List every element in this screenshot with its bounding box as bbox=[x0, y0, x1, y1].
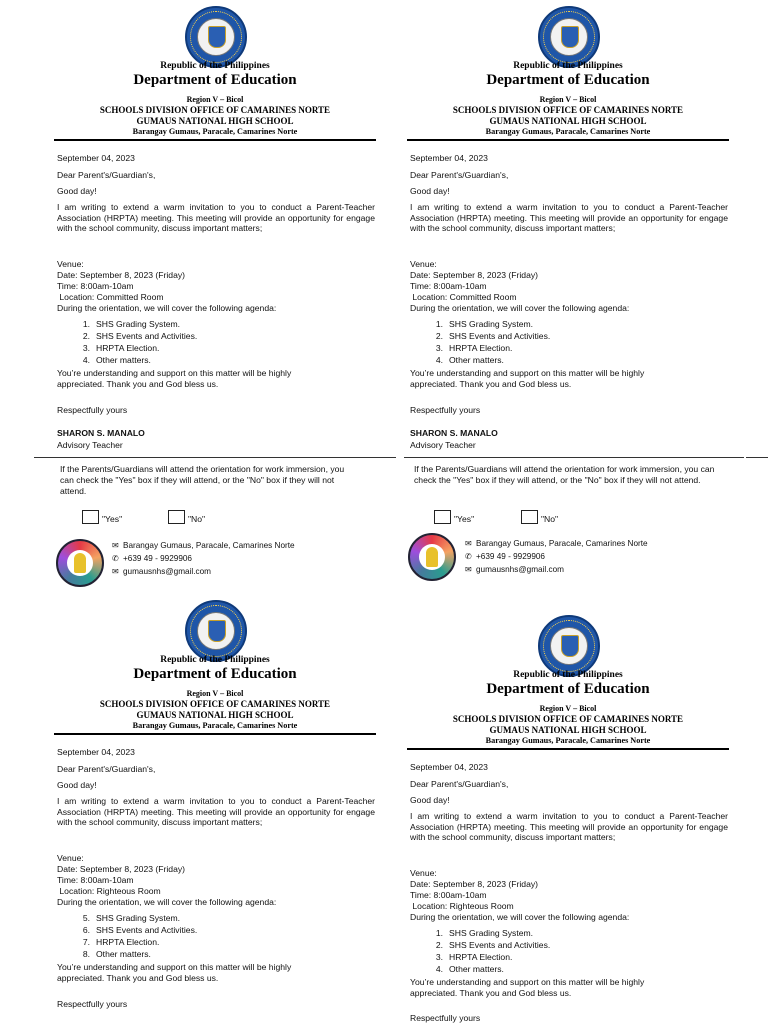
list-item: 4. Other matters. bbox=[435, 964, 504, 974]
republic-line: Republic of the Philippines bbox=[160, 61, 270, 71]
school-logo-icon bbox=[408, 533, 456, 581]
yes-box[interactable] bbox=[434, 510, 451, 524]
header-rule bbox=[54, 733, 376, 735]
reply-instruction: If the Parents/Guardians will attend the orientation for work immersion, you can check the "Yes" box if they will attend, or the "No" box if they will not attend. bbox=[60, 464, 345, 496]
republic-line: Republic of the Philippines bbox=[160, 655, 270, 665]
meeting-time: Time: 8:00am-10am bbox=[57, 875, 134, 885]
division-line: SCHOOLS DIVISION OFFICE OF CAMARINES NORTE bbox=[452, 714, 684, 724]
meeting-time: Time: 8:00am-10am bbox=[57, 281, 134, 291]
republic-line: Republic of the Philippines bbox=[513, 670, 623, 680]
list-item: 6. SHS Events and Activities. bbox=[82, 925, 198, 935]
republic-line: Republic of the Philippines bbox=[513, 61, 623, 71]
deped-seal-icon bbox=[538, 6, 600, 68]
venue-label: Venue: bbox=[410, 868, 437, 878]
signer-name: SHARON S. MANALO bbox=[57, 428, 145, 438]
signer-title: Advisory Teacher bbox=[410, 440, 476, 450]
barangay-line: Barangay Gumaus, Paracale, Camarines Norte bbox=[485, 736, 651, 745]
salutation: Dear Parent's/Guardian's, bbox=[410, 779, 509, 789]
closing-text: You’re understanding and support on this matter will be highly appreciated. Thank you and God bless us. bbox=[410, 368, 645, 389]
agenda-list bbox=[74, 319, 197, 367]
contact-block bbox=[465, 537, 648, 576]
meeting-time: Time: 8:00am-10am bbox=[410, 281, 487, 291]
contact-phone: ✆ +639 49 - 9929906 bbox=[465, 552, 545, 561]
envelope-icon: ✉ bbox=[465, 539, 472, 548]
greeting: Good day! bbox=[410, 795, 450, 805]
region-line: Region V – Bicol bbox=[539, 704, 597, 713]
deped-seal-icon bbox=[185, 6, 247, 68]
salutation: Dear Parent's/Guardian's, bbox=[57, 764, 156, 774]
list-item: 3. HRPTA Election. bbox=[82, 343, 160, 353]
meeting-location: Location: Committed Room bbox=[410, 292, 517, 302]
mail-icon: ✉ bbox=[112, 567, 119, 576]
sign-off: Respectfully yours bbox=[57, 405, 128, 415]
no-label: "No" bbox=[541, 514, 559, 524]
envelope-icon: ✉ bbox=[112, 541, 119, 550]
school-line: GUMAUS NATIONAL HIGH SCHOOL bbox=[136, 116, 294, 126]
list-item: 4. Other matters. bbox=[82, 355, 151, 365]
contact-address: ✉ Barangay Gumaus, Paracale, Camarines Norte bbox=[112, 541, 295, 550]
contact-phone: ✆ +639 49 - 9929906 bbox=[112, 554, 192, 563]
letter-body: I am writing to extend a warm invitation to you to conduct a Parent-Teacher Association (HRPTA) meeting. This meeting will provide an opportunity for engage with the school community, discuss important matters; bbox=[57, 796, 375, 828]
no-label: "No" bbox=[188, 514, 206, 524]
yes-label: "Yes" bbox=[454, 514, 475, 524]
orientation-line: During the orientation, we will cover the following agenda: bbox=[57, 897, 277, 907]
yes-checkbox[interactable] bbox=[434, 510, 474, 524]
division-line: SCHOOLS DIVISION OFFICE OF CAMARINES NORTE bbox=[452, 105, 684, 115]
orientation-line: During the orientation, we will cover the following agenda: bbox=[410, 912, 630, 922]
yes-label: "Yes" bbox=[102, 514, 123, 524]
greeting: Good day! bbox=[410, 186, 450, 196]
barangay-line: Barangay Gumaus, Paracale, Camarines Norte bbox=[485, 127, 651, 136]
division-line: SCHOOLS DIVISION OFFICE OF CAMARINES NORTE bbox=[99, 699, 331, 709]
list-item: 1. SHS Grading System. bbox=[435, 319, 534, 329]
deped-seal-icon bbox=[538, 615, 600, 677]
letter-body: I am writing to extend a warm invitation to you to conduct a Parent-Teacher Association (HRPTA) meeting. This meeting will provide an opportunity for engage with the school community, discuss important matters; bbox=[410, 202, 728, 234]
yes-checkbox[interactable] bbox=[82, 510, 122, 524]
deped-seal-icon bbox=[185, 600, 247, 662]
letter-date: September 04, 2023 bbox=[410, 153, 488, 163]
orientation-line: During the orientation, we will cover the following agenda: bbox=[57, 303, 277, 313]
reply-instruction: If the Parents/Guardians will attend the orientation for work immersion, you can check the "Yes" box if they will attend, or the "No" box if they will not attend. bbox=[414, 464, 715, 485]
sign-off: Respectfully yours bbox=[57, 999, 128, 1009]
no-box[interactable] bbox=[168, 510, 185, 524]
signer-name: SHARON S. MANALO bbox=[410, 428, 498, 438]
header-rule bbox=[407, 139, 729, 141]
list-item: 1. SHS Grading System. bbox=[435, 928, 534, 938]
meeting-date: Date: September 8, 2023 (Friday) bbox=[410, 879, 539, 889]
no-checkbox[interactable] bbox=[168, 510, 205, 524]
agenda-list bbox=[74, 913, 197, 961]
header-rule bbox=[54, 139, 376, 141]
cut-line bbox=[404, 457, 744, 458]
letter-date: September 04, 2023 bbox=[57, 153, 135, 163]
greeting: Good day! bbox=[57, 780, 97, 790]
barangay-line: Barangay Gumaus, Paracale, Camarines Norte bbox=[132, 721, 298, 730]
school-logo-icon bbox=[56, 539, 104, 587]
salutation: Dear Parent's/Guardian's, bbox=[410, 170, 509, 180]
department-title: Department of Education bbox=[133, 72, 297, 88]
department-title: Department of Education bbox=[486, 681, 650, 697]
list-item: 2. SHS Events and Activities. bbox=[435, 331, 551, 341]
greeting: Good day! bbox=[57, 186, 97, 196]
no-checkbox[interactable] bbox=[521, 510, 558, 524]
list-item: 8. Other matters. bbox=[82, 949, 151, 959]
department-title: Department of Education bbox=[486, 72, 650, 88]
venue-label: Venue: bbox=[57, 259, 84, 269]
region-line: Region V – Bicol bbox=[539, 95, 597, 104]
meeting-location: Location: Righteous Room bbox=[57, 886, 161, 896]
sign-off: Respectfully yours bbox=[410, 405, 481, 415]
sign-off: Respectfully yours bbox=[410, 1013, 481, 1023]
contact-email: ✉ gumausnhs@gmail.com bbox=[112, 567, 211, 576]
list-item: 4. Other matters. bbox=[435, 355, 504, 365]
salutation: Dear Parent's/Guardian's, bbox=[57, 170, 156, 180]
letter-date: September 04, 2023 bbox=[57, 747, 135, 757]
barangay-line: Barangay Gumaus, Paracale, Camarines Norte bbox=[132, 127, 298, 136]
closing-text: You’re understanding and support on this matter will be highly appreciated. Thank you and God bless us. bbox=[410, 977, 645, 998]
meeting-time: Time: 8:00am-10am bbox=[410, 890, 487, 900]
no-box[interactable] bbox=[521, 510, 538, 524]
list-item: 3. HRPTA Election. bbox=[435, 343, 513, 353]
phone-icon: ✆ bbox=[112, 554, 119, 563]
phone-icon: ✆ bbox=[465, 552, 472, 561]
list-item: 2. SHS Events and Activities. bbox=[435, 940, 551, 950]
list-item: 2. SHS Events and Activities. bbox=[82, 331, 198, 341]
contact-address: ✉ Barangay Gumaus, Paracale, Camarines Norte bbox=[465, 539, 648, 548]
closing-text: You’re understanding and support on this matter will be highly appreciated. Thank you and God bless us. bbox=[57, 368, 292, 389]
letter-body: I am writing to extend a warm invitation to you to conduct a Parent-Teacher Association (HRPTA) meeting. This meeting will provide an opportunity for engage with the school community, discuss important matters; bbox=[410, 811, 728, 843]
meeting-date: Date: September 8, 2023 (Friday) bbox=[57, 864, 186, 874]
school-line: GUMAUS NATIONAL HIGH SCHOOL bbox=[136, 710, 294, 720]
closing-text: You’re understanding and support on this matter will be highly appreciated. Thank you and God bless us. bbox=[57, 962, 292, 983]
agenda-list bbox=[427, 928, 550, 976]
school-line: GUMAUS NATIONAL HIGH SCHOOL bbox=[489, 116, 647, 126]
contact-email: ✉ gumausnhs@gmail.com bbox=[465, 565, 564, 574]
venue-label: Venue: bbox=[57, 853, 84, 863]
yes-box[interactable] bbox=[82, 510, 99, 524]
school-line: GUMAUS NATIONAL HIGH SCHOOL bbox=[489, 725, 647, 735]
region-line: Region V – Bicol bbox=[186, 689, 244, 698]
department-title: Department of Education bbox=[133, 666, 297, 682]
cut-line bbox=[746, 457, 768, 458]
division-line: SCHOOLS DIVISION OFFICE OF CAMARINES NORTE bbox=[99, 105, 331, 115]
letter-date: September 04, 2023 bbox=[410, 762, 488, 772]
meeting-location: Location: Righteous Room bbox=[410, 901, 514, 911]
meeting-location: Location: Committed Room bbox=[57, 292, 164, 302]
contact-block bbox=[112, 539, 295, 578]
header-rule bbox=[407, 748, 729, 750]
agenda-list bbox=[427, 319, 550, 367]
list-item: 1. SHS Grading System. bbox=[82, 319, 181, 329]
letter-body: I am writing to extend a warm invitation to you to conduct a Parent-Teacher Association (HRPTA) meeting. This meeting will provide an opportunity for engage with the school community, discuss important matters; bbox=[57, 202, 375, 234]
region-line: Region V – Bicol bbox=[186, 95, 244, 104]
orientation-line: During the orientation, we will cover the following agenda: bbox=[410, 303, 630, 313]
meeting-date: Date: September 8, 2023 (Friday) bbox=[57, 270, 186, 280]
venue-label: Venue: bbox=[410, 259, 437, 269]
list-item: 7. HRPTA Election. bbox=[82, 937, 160, 947]
mail-icon: ✉ bbox=[465, 565, 472, 574]
meeting-date: Date: September 8, 2023 (Friday) bbox=[410, 270, 539, 280]
list-item: 3. HRPTA Election. bbox=[435, 952, 513, 962]
list-item: 5. SHS Grading System. bbox=[82, 913, 181, 923]
signer-title: Advisory Teacher bbox=[57, 440, 123, 450]
cut-line bbox=[34, 457, 396, 458]
